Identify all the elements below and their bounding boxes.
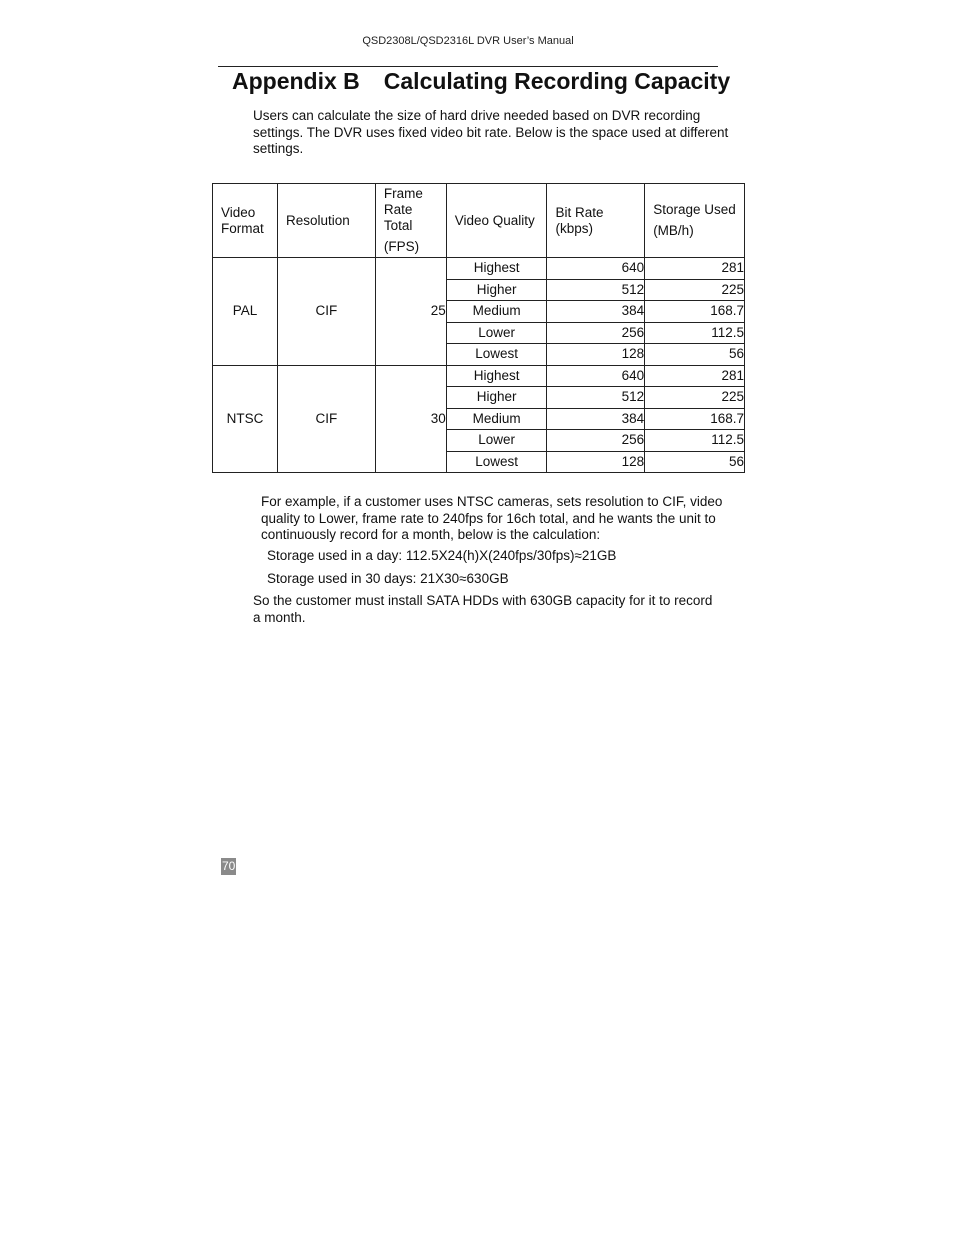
page-number: 70	[222, 859, 236, 873]
header-storage-label: Storage Used	[653, 202, 736, 217]
bitrate-cell: 256	[547, 430, 645, 452]
storage-cell: 281	[645, 258, 745, 280]
table-row	[213, 258, 745, 280]
recording-capacity-table	[212, 183, 745, 473]
quality-cell: Medium	[446, 301, 547, 323]
bitrate-cell: 384	[547, 408, 645, 430]
bitrate-cell: 512	[547, 387, 645, 409]
storage-cell: 112.5	[645, 430, 745, 452]
conclusion-paragraph: So the customer must install SATA HDDs with 630GB capacity for it to record a month.	[253, 593, 713, 625]
header-storage	[645, 184, 745, 258]
quality-cell: Medium	[446, 408, 547, 430]
quality-cell: Lowest	[446, 344, 547, 366]
storage-cell: 56	[645, 344, 745, 366]
appendix-label: Appendix B	[232, 68, 360, 94]
storage-cell: 281	[645, 365, 745, 387]
video-format-cell: PAL	[213, 258, 278, 366]
quality-cell: Highest	[446, 258, 547, 280]
bitrate-cell: 512	[547, 279, 645, 301]
storage-cell: 112.5	[645, 322, 745, 344]
resolution-cell: CIF	[277, 365, 375, 473]
quality-cell: Lower	[446, 430, 547, 452]
bitrate-cell: 640	[547, 258, 645, 280]
header-storage-unit: (MB/h)	[653, 223, 694, 238]
storage-cell: 168.7	[645, 408, 745, 430]
video-format-cell: NTSC	[213, 365, 278, 473]
header-frame-rate	[375, 184, 446, 258]
storage-cell: 225	[645, 279, 745, 301]
storage-cell: 56	[645, 451, 745, 473]
quality-cell: Lowest	[446, 451, 547, 473]
fps-cell: 30	[375, 365, 446, 473]
quality-cell: Lower	[446, 322, 547, 344]
appendix-title: Calculating Recording Capacity	[383, 68, 731, 94]
intro-paragraph: Users can calculate the size of hard drive needed based on DVR recording settings. The DVR uses fixed video bit rate. Below is the space used at different settings.	[253, 108, 729, 156]
quality-cell: Higher	[446, 279, 547, 301]
table-row	[213, 365, 745, 387]
resolution-cell: CIF	[277, 258, 375, 366]
header-video-format: Video Format	[213, 184, 278, 258]
bitrate-cell: 640	[547, 365, 645, 387]
header-video-quality: Video Quality	[446, 184, 547, 258]
header-bit-rate: Bit Rate (kbps)	[547, 184, 645, 258]
running-header: QSD2308L/QSD2316L DVR User’s Manual	[362, 35, 574, 47]
bitrate-cell: 128	[547, 451, 645, 473]
calc-day-line: Storage used in a day: 112.5X24(h)X(240fps/30fps)≈21GB	[267, 548, 617, 563]
quality-cell: Highest	[446, 365, 547, 387]
storage-cell: 168.7	[645, 301, 745, 323]
table-header-row	[213, 184, 745, 258]
calc-month-line: Storage used in 30 days: 21X30≈630GB	[267, 571, 509, 586]
example-paragraph: For example, if a customer uses NTSC cameras, sets resolution to CIF, video quality to Lower, frame rate to 240fps for 16ch total, and he wants the unit to continuously record for a month, below is the calculation:	[261, 494, 723, 542]
bitrate-cell: 128	[547, 344, 645, 366]
storage-cell: 225	[645, 387, 745, 409]
header-resolution: Resolution	[277, 184, 375, 258]
page-title	[232, 66, 730, 96]
header-frame-rate-label: Frame Rate Total	[383, 186, 423, 233]
bitrate-cell: 384	[547, 301, 645, 323]
quality-cell: Higher	[446, 387, 547, 409]
bitrate-cell: 256	[547, 322, 645, 344]
header-frame-rate-unit: (FPS)	[383, 239, 420, 254]
fps-cell: 25	[375, 258, 446, 366]
